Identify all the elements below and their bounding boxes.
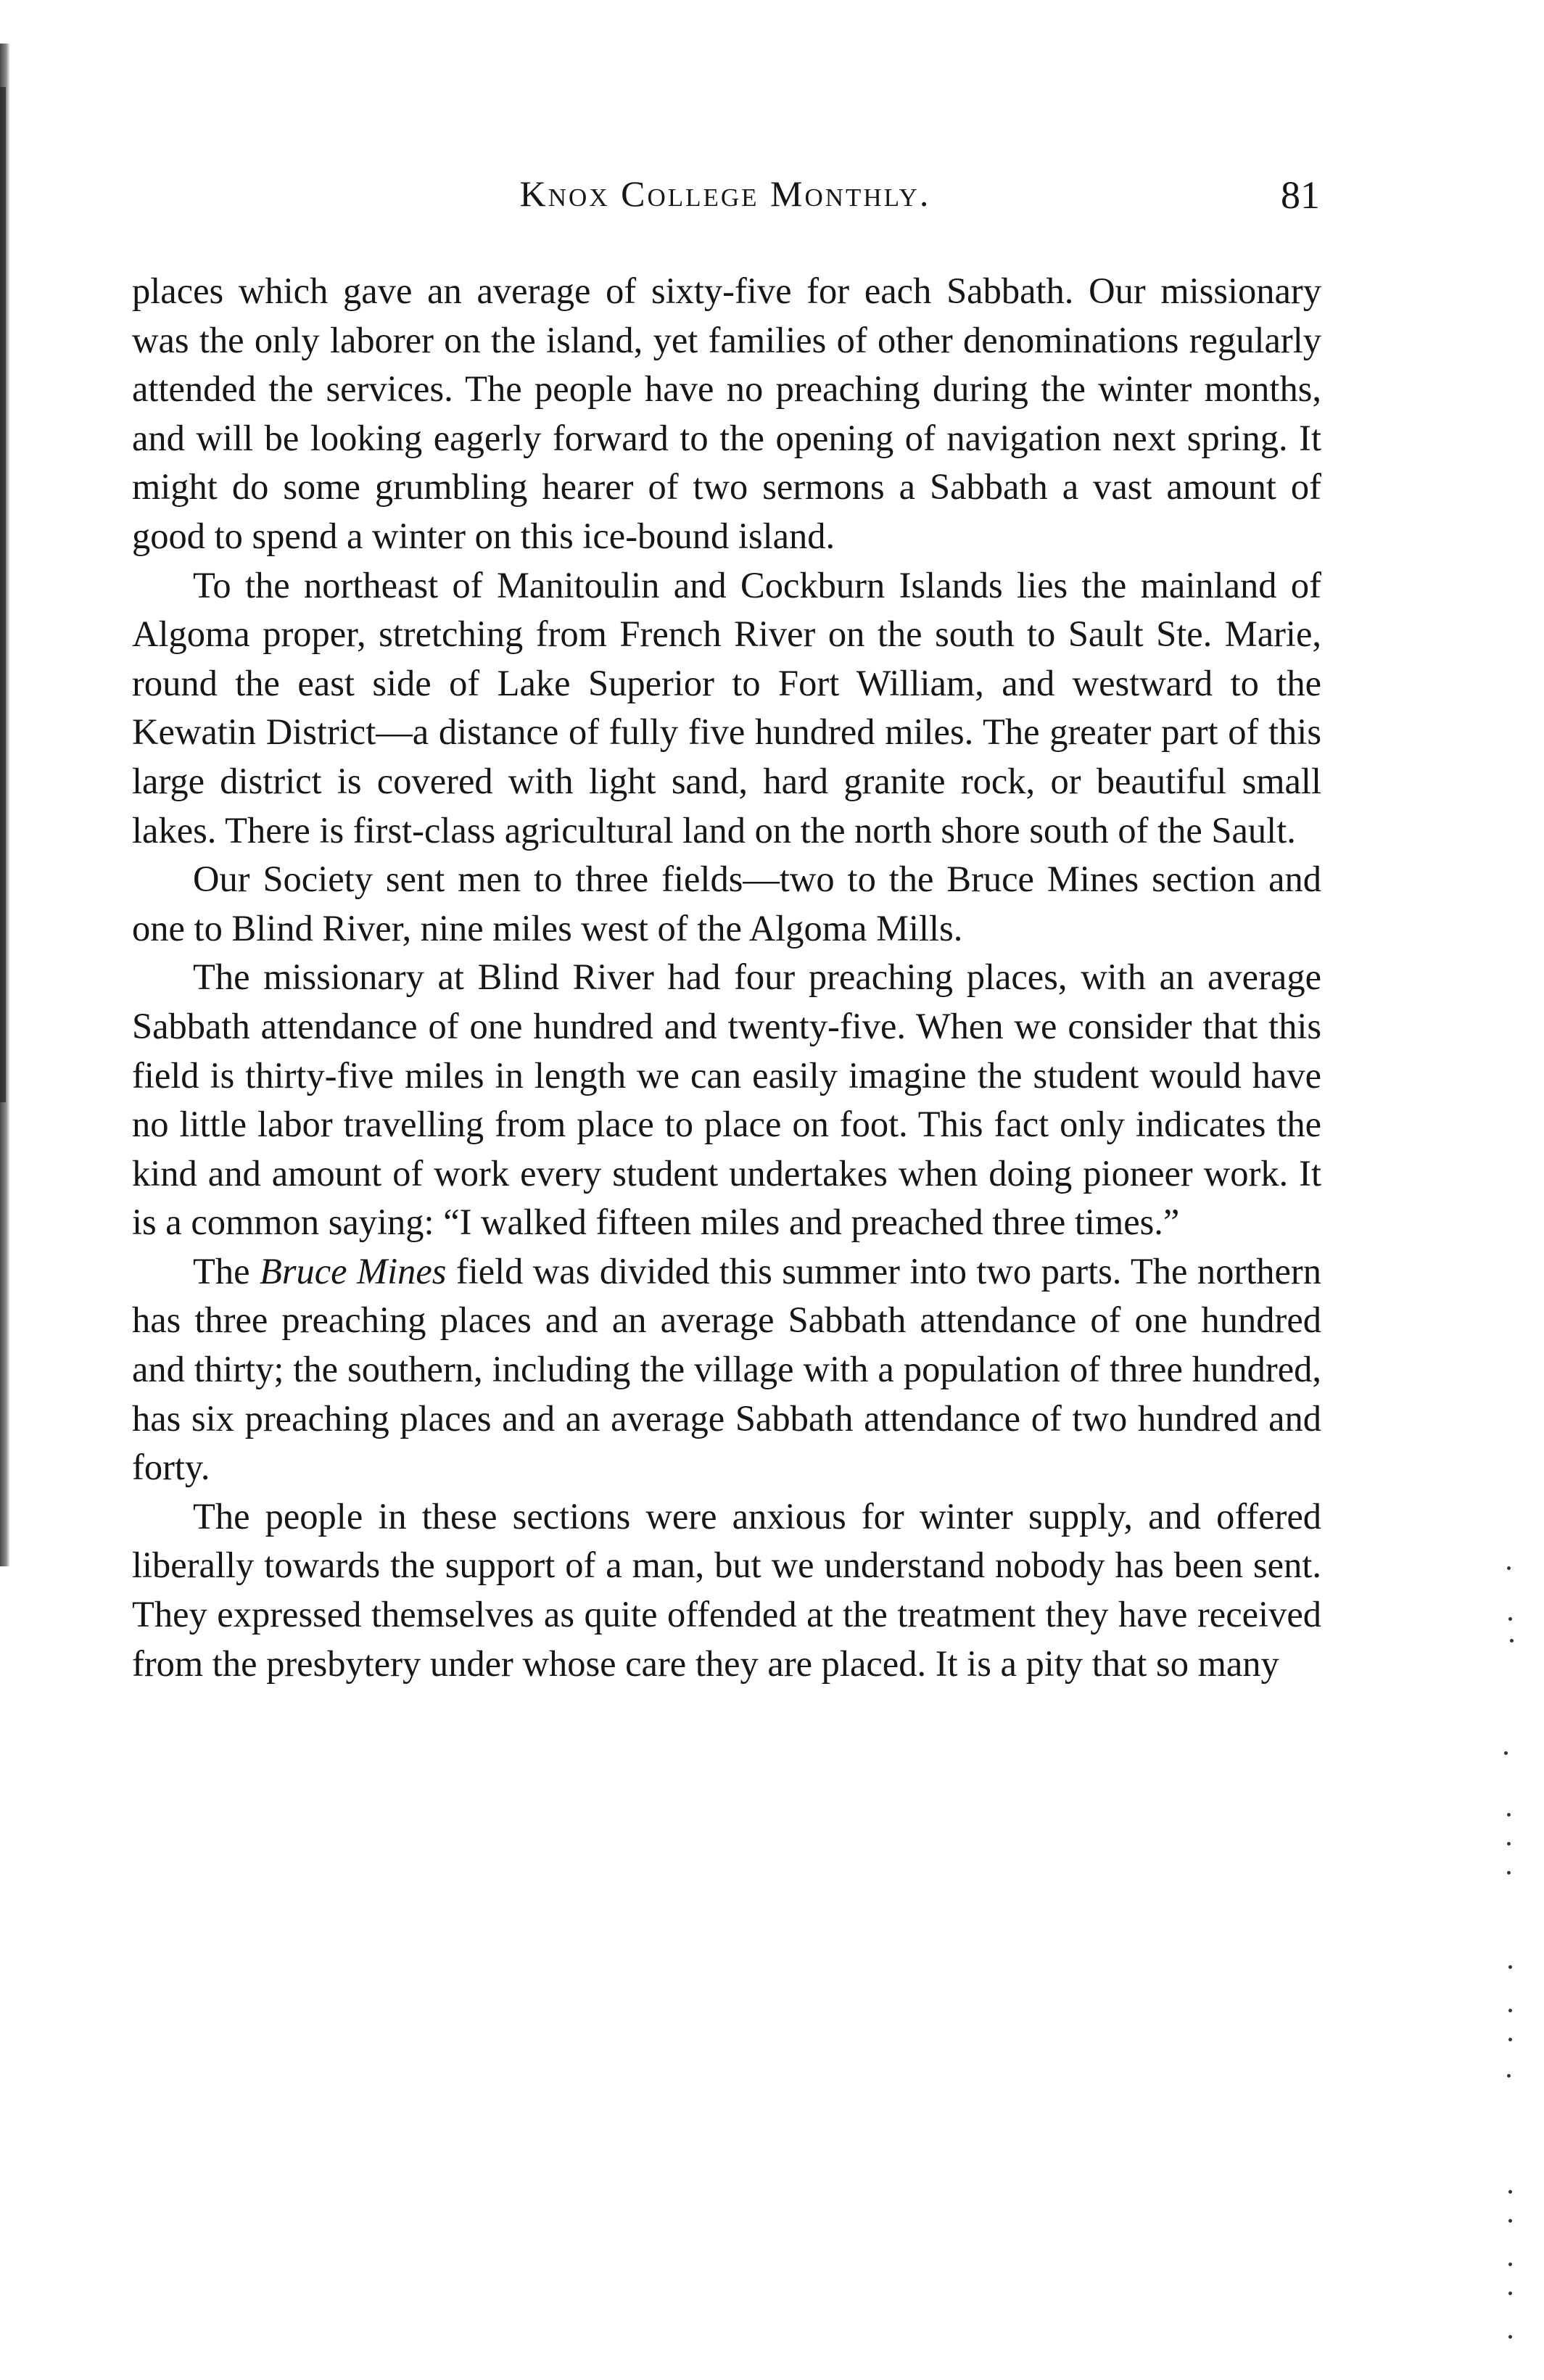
paragraph-winter-supply: The people in these sections were anxious for winter supply, and offered liberally towards the support of a man, but we understand nobody has been sent. They expressed themselves as quite offended at the treatment they have received from the presbytery under whose care they are placed. It is a pity that so many xyxy=(132,1495,1321,1684)
body-text xyxy=(132,267,1321,1688)
paragraph-society-fields: Our Society sent men to three fields—two to the Bruce Mines section and one to Blind River, nine miles west of the Algoma Mills. xyxy=(132,859,1321,949)
speck xyxy=(1508,2190,1512,2194)
speck xyxy=(1507,1842,1511,1846)
speck xyxy=(1507,1566,1511,1570)
bruce-rest: field was divided this summer into two parts. The northern has three preaching places and an average Sabbath attendance of one hundred and thirty; the southern, including the village with a population of three hundred, has six preaching places and an average Sabbath attendance of two hundred and forty. xyxy=(132,1250,1321,1488)
speck xyxy=(1508,2292,1512,2295)
page-number: 81 xyxy=(1281,173,1320,217)
speck xyxy=(1507,1871,1511,1875)
paragraph-island: places which gave an average of sixty-five for each Sabbath. Our missionary was the only laborer on the island, yet families of other denominations regularly attended the services. The people have no preaching during the winter months, and will be looking eagerly forward to the opening of navigation next spring. It might do some grumbling hearer of two sermons a Sabbath a vast amount of good to spend a winter on this ice-bound island. xyxy=(132,270,1321,556)
speck xyxy=(1510,1639,1514,1643)
bruce-lead: The xyxy=(193,1250,260,1292)
speck xyxy=(1508,1965,1512,1969)
binding-edge xyxy=(0,87,6,1102)
speck xyxy=(1508,2335,1512,2339)
page-edge-specks xyxy=(1500,1566,1522,2364)
journal-title: Knox College Monthly. xyxy=(519,173,931,214)
paragraph-bruce-mines xyxy=(132,1247,1321,1492)
speck xyxy=(1508,1617,1512,1621)
paragraph-algoma: To the northeast of Manitoulin and Cockburn Islands lies the mainland of Algoma proper, stretching from French River on the south to Sault Ste. Marie, round the east side of Lake Superior to Fort William, and westward to the Kewatin District—a distance of fully five hundred miles. The greater part of this large district is covered with light sand, hard granite rock, or beautiful small lakes. There is first-class agricultural land on the north shore south of the Sault. xyxy=(132,564,1321,851)
speck xyxy=(1507,1813,1511,1817)
speck xyxy=(1508,2219,1512,2223)
bruce-mines-italic: Bruce Mines xyxy=(259,1250,447,1292)
running-head xyxy=(131,173,1320,223)
speck xyxy=(1508,2009,1512,2012)
speck xyxy=(1504,1751,1508,1755)
speck xyxy=(1508,2038,1512,2041)
speck xyxy=(1507,2074,1511,2078)
paragraph-blind-river: The missionary at Blind River had four preaching places, with an average Sabbath attendance of one hundred and twenty-five. When we consider that this field is thirty-five miles in length we can easily imagine the student would have no little labor travelling from place to place on foot. This fact only indicates the kind and amount of work every student undertakes when doing pioneer work. It is a common saying: “I walked fifteen miles and preached three times.” xyxy=(132,956,1321,1243)
speck xyxy=(1508,2263,1512,2266)
